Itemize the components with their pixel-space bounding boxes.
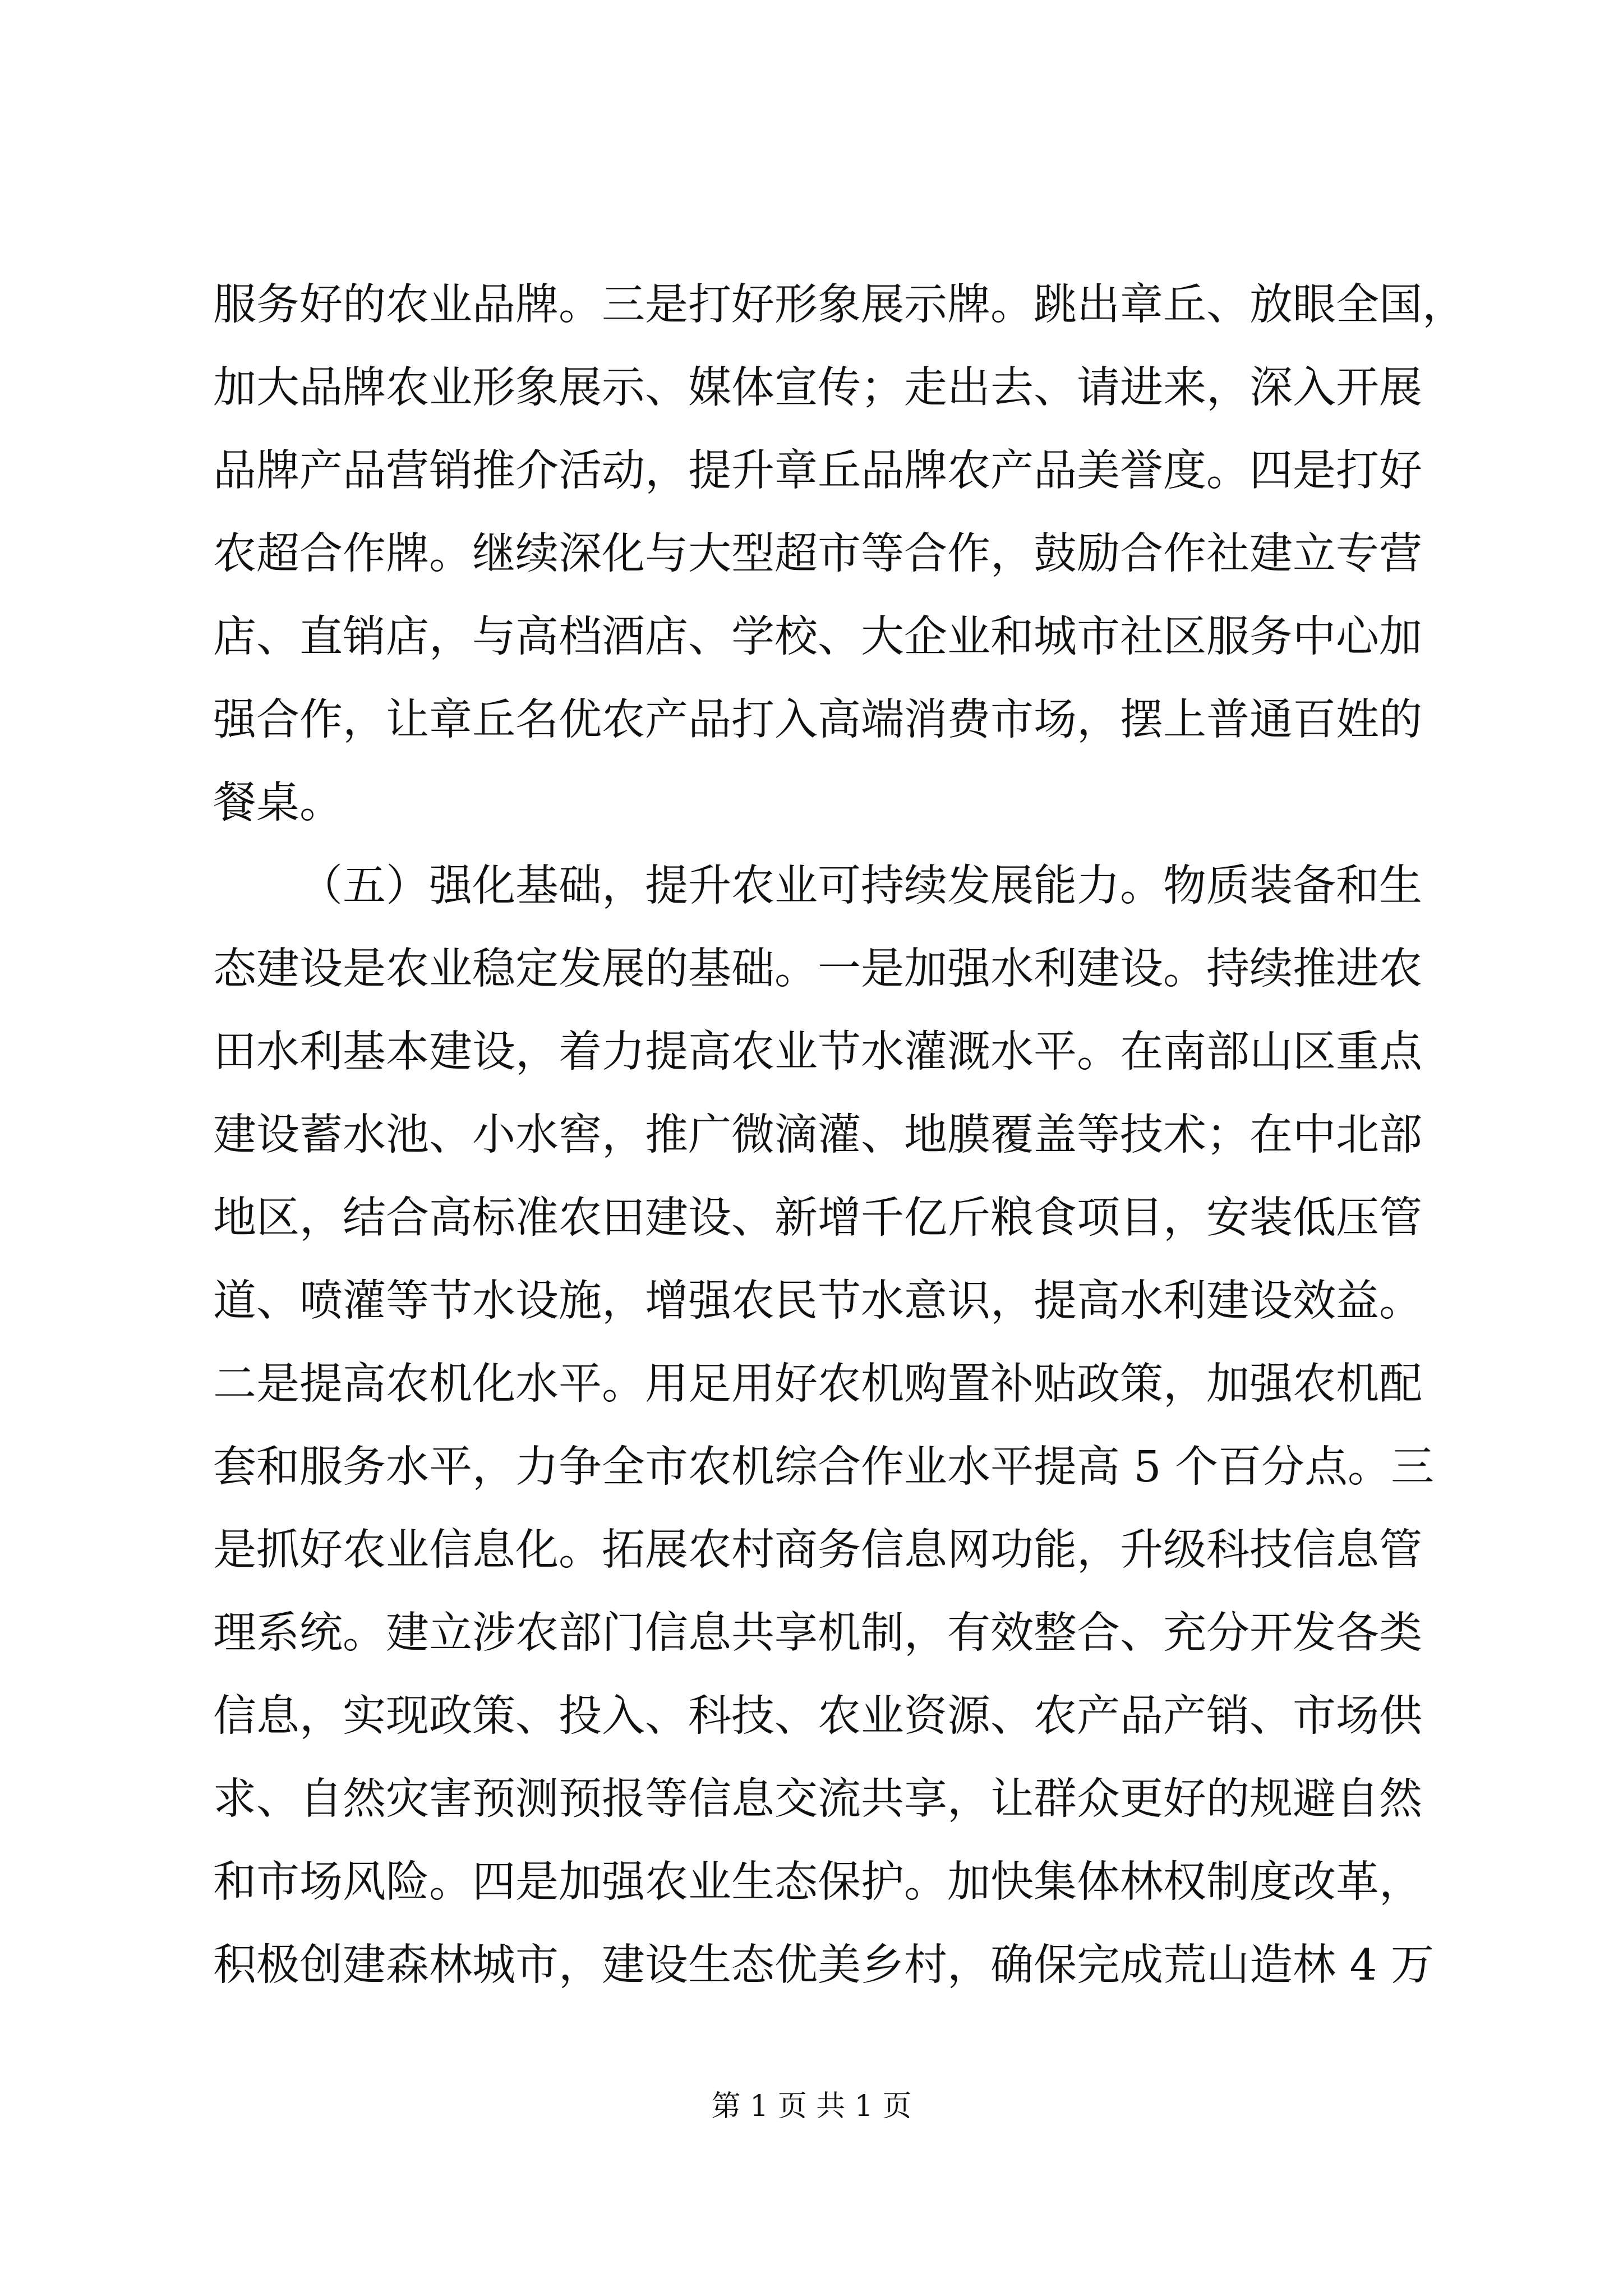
text-line: 加大品牌农业形象展示、媒体宣传；走出去、请进来，深入开展 bbox=[213, 363, 1422, 413]
text-line: 农超合作牌。继续深化与大型超市等合作，鼓励合作社建立专营 bbox=[213, 529, 1422, 579]
document-body bbox=[213, 264, 1465, 2007]
text-line: 品牌产品营销推介活动，提升章丘品牌农产品美誉度。四是打好 bbox=[213, 446, 1422, 496]
text-line: 餐桌。 bbox=[213, 778, 343, 828]
text-line: 是抓好农业信息化。拓展农村商务信息网功能，升级科技信息管 bbox=[213, 1525, 1422, 1575]
section-heading-line: （五）强化基础，提升农业可持续发展能力。物质装备和生 bbox=[299, 861, 1422, 911]
text-line: 田水利基本建设，着力提高农业节水灌溉水平。在南部山区重点 bbox=[213, 1027, 1422, 1077]
text-line: 店、直销店，与高档酒店、学校、大企业和城市社区服务中心加 bbox=[213, 612, 1422, 662]
text-line: 信息，实现政策、投入、科技、农业资源、农产品产销、市场供 bbox=[213, 1691, 1422, 1741]
text-line: 强合作，让章丘名优农产品打入高端消费市场，摆上普通百姓的 bbox=[213, 695, 1422, 745]
text-line: 服务好的农业品牌。三是打好形象展示牌。跳出章丘、放眼全国， bbox=[213, 280, 1465, 330]
text-line: 地区，结合高标准农田建设、新增千亿斤粮食项目，安装低压管 bbox=[213, 1193, 1422, 1243]
text-line: 求、自然灾害预测预报等信息交流共享，让群众更好的规避自然 bbox=[213, 1774, 1422, 1824]
text-line: 道、喷灌等节水设施，增强农民节水意识，提高水利建设效益。 bbox=[213, 1276, 1422, 1326]
page-number-label: 第 1 页 共 1 页 bbox=[711, 2090, 912, 2123]
page-footer bbox=[0, 2087, 1623, 2126]
text-line: 和市场风险。四是加强农业生态保护。加快集体林权制度改革， bbox=[213, 1857, 1422, 1907]
text-line: 二是提高农机化水平。用足用好农机购置补贴政策，加强农机配 bbox=[213, 1359, 1422, 1409]
text-line: 理系统。建立涉农部门信息共享机制，有效整合、充分开发各类 bbox=[213, 1608, 1422, 1658]
text-line: 积极创建森林城市，建设生态优美乡村，确保完成荒山造林 4 万 bbox=[213, 1940, 1434, 1990]
text-line: 态建设是农业稳定发展的基础。一是加强水利建设。持续推进农 bbox=[213, 944, 1422, 994]
text-line: 套和服务水平，力争全市农机综合作业水平提高 5 个百分点。三 bbox=[213, 1442, 1434, 1492]
text-line: 建设蓄水池、小水窖，推广微滴灌、地膜覆盖等技术；在中北部 bbox=[213, 1110, 1422, 1160]
